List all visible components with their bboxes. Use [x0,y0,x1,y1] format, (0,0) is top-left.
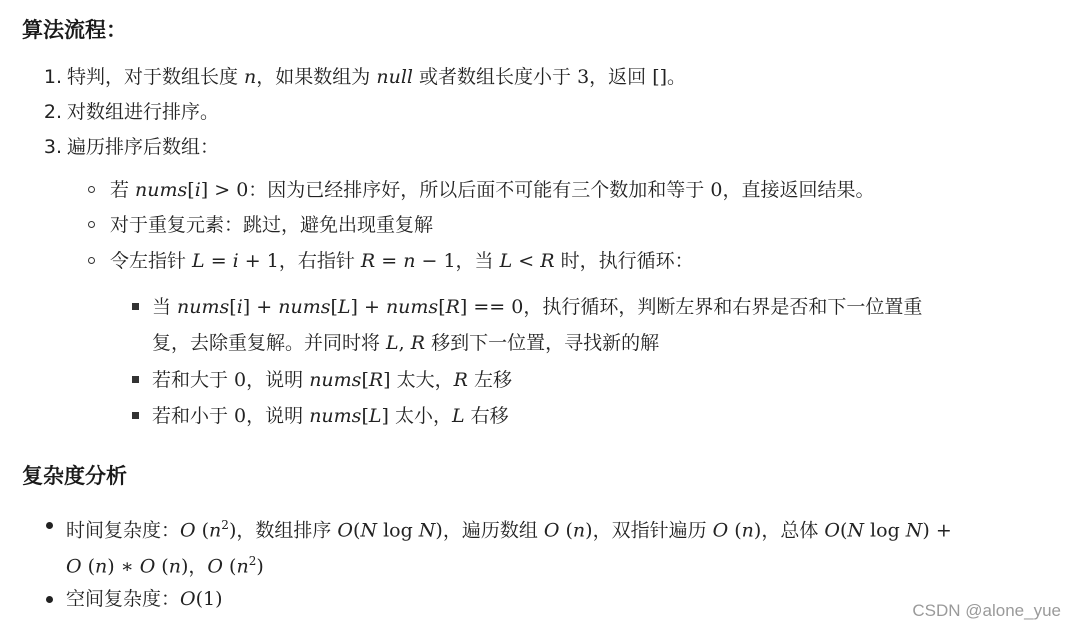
csdn-watermark: CSDN @alone_yue [912,601,1061,620]
step-1-number: 1. [43,66,62,88]
step-1-text: 特判，对于数组长度 n，如果数组为 null 或者数组长度小于 3，返回 []。 [67,66,687,88]
bullet-square [132,303,139,310]
bullet-circle [88,257,95,264]
step-3-text: 遍历排序后数组： [67,136,220,158]
heading-complexity: 复杂度分析 [22,464,127,488]
sub-sub-item-2: 若和大于 0，说明 nums[R] 太大，R 左移 [152,369,512,391]
heading-algorithm: 算法流程： [22,18,127,42]
complexity-item-1-line1: 时间复杂度：O $(n^2)$，数组排序 O(N log N)，遍历数组 O (n)，双指针遍历 O (n)，总体 O(N log N) + [66,518,952,542]
complexity-item-2: 空间复杂度：O(1) [66,588,223,610]
step-2-text: 对数组进行排序。 [67,101,220,123]
sub-sub-item-3: 若和小于 0，说明 nums[L] 太小，L 右移 [152,405,509,427]
bullet-circle [88,186,95,193]
complexity-item-1-line2: O (n) ∗ O (n)，O $(n^2)$ [66,554,264,578]
sub-sub-item-1-line2: 复，去除重复解。并同时将 L, R 移到下一位置，寻找新的解 [152,332,660,354]
sub-item-2: 对于重复元素：跳过，避免出现重复解 [110,214,434,236]
sub-item-3: 令左指针 L = i + 1，右指针 R = n − 1，当 L < R 时，执行循环： [110,250,694,272]
bullet-disc [46,596,53,603]
step-2-number: 2. [43,101,62,123]
bullet-circle [88,221,95,228]
bullet-square [132,412,139,419]
bullet-disc [46,522,53,529]
step-3-number: 3. [43,136,62,158]
sub-sub-item-1-line1: 当 nums[i] + nums[L] + nums[R] == 0，执行循环，判断左界和右界是否和下一位置重 [152,296,923,318]
sub-item-1: 若 nums[i] > 0：因为已经排序好，所以后面不可能有三个数加和等于 0，直接返回结果。 [110,179,875,201]
bullet-square [132,376,139,383]
